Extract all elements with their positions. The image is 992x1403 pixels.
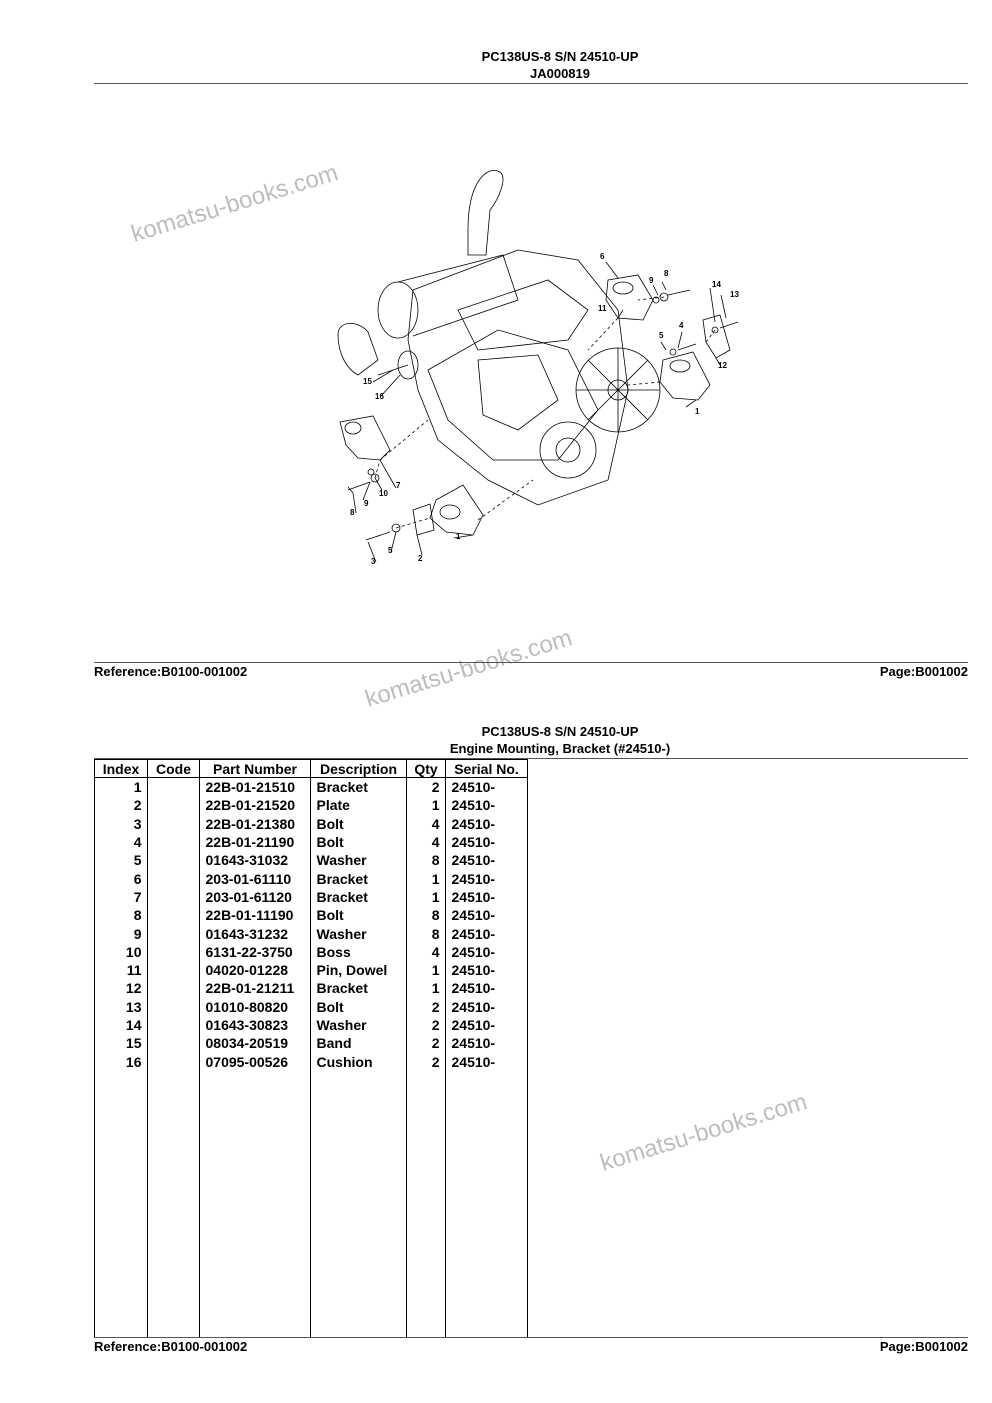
- page-header-model: PC138US-8 S/N 24510-UP: [481, 49, 639, 64]
- cell-qty: 2: [431, 1035, 440, 1052]
- cell-part-number: 04020-01228: [205, 962, 289, 979]
- cell-qty: 4: [431, 815, 440, 832]
- callout-16: 16: [375, 392, 384, 401]
- cell-code: [148, 833, 200, 851]
- cell-qty: 1: [431, 888, 440, 905]
- table-row: [95, 1052, 528, 1070]
- cell-description: Cushion: [316, 1053, 373, 1070]
- cell-code: [148, 851, 200, 869]
- cell-qty: 1: [431, 870, 440, 887]
- cell-description: Washer: [316, 852, 367, 869]
- table-row: [95, 815, 528, 833]
- table-row: [95, 998, 528, 1016]
- cell-qty: 2: [431, 1017, 440, 1033]
- table-row: [95, 1016, 528, 1034]
- cell-part-number: 22B-01-11190: [205, 907, 294, 924]
- table-row: [95, 869, 528, 887]
- diagram-bottom-rule: [94, 662, 968, 663]
- parts-list-title: Engine Mounting, Bracket (#24510-): [449, 741, 671, 756]
- table-bottom-rule: [94, 1337, 968, 1338]
- cell-serial: 24510-: [451, 870, 496, 887]
- cell-part-number: 01010-80820: [205, 998, 289, 1015]
- col-index: Index: [95, 760, 148, 778]
- cell-code: [148, 869, 200, 887]
- callout-labels: [350, 252, 739, 566]
- cell-index: 7: [133, 888, 142, 905]
- cell-serial: 24510-: [451, 1053, 496, 1070]
- table-row: [95, 1034, 528, 1052]
- callout-13: 13: [730, 290, 739, 299]
- cell-serial: 24510-: [451, 998, 496, 1015]
- callout-2: 2: [418, 554, 423, 563]
- cell-description: Bracket: [316, 980, 368, 997]
- cell-serial: 24510-: [451, 907, 496, 924]
- table-header-row: [95, 760, 528, 778]
- cell-qty: 1: [431, 962, 440, 979]
- cell-index: 2: [133, 797, 142, 814]
- cell-qty: 1: [431, 797, 440, 814]
- watermark: komatsu-books.com: [597, 1088, 811, 1177]
- cell-serial: 24510-: [451, 797, 496, 814]
- engine-mounting-diagram: [318, 160, 758, 580]
- col-serial: Serial No.: [446, 760, 528, 778]
- cell-index: 11: [126, 962, 142, 979]
- callout-4: 4: [679, 321, 684, 330]
- cell-qty: 1: [431, 980, 440, 997]
- cell-index: 4: [133, 834, 142, 851]
- cell-index: 3: [133, 815, 142, 832]
- cell-serial: 24510-: [451, 888, 496, 905]
- cell-description: Bracket: [316, 888, 368, 905]
- cell-qty: 4: [431, 834, 440, 851]
- cell-description: Boss: [316, 943, 351, 960]
- cell-code: [148, 815, 200, 833]
- cell-part-number: 22B-01-21190: [205, 834, 295, 851]
- cell-qty: 8: [431, 907, 440, 924]
- cell-code: [148, 961, 200, 979]
- table-row: [95, 833, 528, 851]
- cell-index: 9: [133, 925, 142, 942]
- cell-index: 5: [133, 852, 142, 869]
- cell-description: Washer: [316, 925, 367, 942]
- table-row: [95, 943, 528, 961]
- watermark: komatsu-books.com: [128, 159, 342, 248]
- cell-index: 16: [125, 1053, 142, 1070]
- cell-description: Band: [316, 1035, 352, 1052]
- cell-code: [148, 906, 200, 924]
- page-header-code: JA000819: [530, 66, 590, 81]
- cell-serial: 24510-: [451, 1035, 496, 1052]
- reference-top: Reference:B0100-001002: [94, 664, 248, 679]
- callout-9: 9: [649, 276, 654, 285]
- cell-part-number: 01643-31232: [205, 925, 289, 942]
- cell-description: Washer: [316, 1017, 367, 1033]
- cell-index: 13: [125, 998, 142, 1015]
- cell-serial: 24510-: [451, 779, 496, 796]
- cell-qty: 8: [431, 852, 440, 869]
- callout-8b: 8: [350, 508, 355, 517]
- cell-code: [148, 1016, 200, 1034]
- cell-code: [148, 943, 200, 961]
- col-part-number: Part Number: [200, 760, 311, 778]
- callout-3: 3: [371, 557, 376, 566]
- callout-7: 7: [396, 481, 401, 490]
- table-row: [95, 906, 528, 924]
- cell-description: Bracket: [316, 779, 368, 796]
- callout-6: 6: [600, 252, 605, 261]
- cell-code: [148, 924, 200, 942]
- cell-part-number: 22B-01-21211: [205, 980, 295, 997]
- parts-list-model: PC138US-8 S/N 24510-UP: [481, 724, 639, 739]
- callout-14: 14: [712, 280, 721, 289]
- callout-8: 8: [664, 269, 669, 278]
- table-row: [95, 778, 528, 797]
- watermark: komatsu-books.com: [362, 624, 576, 713]
- cell-part-number: 22B-01-21510: [205, 779, 296, 796]
- cell-code: [148, 778, 200, 797]
- callout-15: 15: [363, 377, 372, 386]
- cell-part-number: 203-01-61120: [205, 888, 292, 905]
- cell-code: [148, 888, 200, 906]
- cell-qty: 8: [431, 925, 440, 942]
- cell-part-number: 01643-31032: [205, 852, 289, 869]
- cell-part-number: 01643-30823: [205, 1017, 289, 1033]
- table-row: [95, 851, 528, 869]
- cell-index: 12: [125, 980, 142, 997]
- cell-serial: 24510-: [451, 925, 496, 942]
- cell-index: 1: [133, 779, 142, 796]
- reference-bottom: Reference:B0100-001002: [94, 1339, 248, 1354]
- callout-11: 11: [598, 304, 607, 313]
- table-row: [95, 924, 528, 942]
- cell-part-number: 203-01-61110: [205, 870, 292, 887]
- callout-10: 10: [379, 489, 388, 498]
- cell-qty: 4: [431, 943, 440, 960]
- cell-description: Bolt: [316, 998, 344, 1015]
- callout-5: 5: [659, 331, 664, 340]
- header-rule: [94, 83, 968, 84]
- cell-part-number: 6131-22-3750: [205, 943, 293, 960]
- cell-part-number: 22B-01-21520: [205, 797, 296, 814]
- cell-part-number: 22B-01-21380: [205, 815, 296, 832]
- parts-table: [94, 759, 528, 1071]
- callout-12: 12: [718, 361, 727, 370]
- cell-description: Pin, Dowel: [316, 962, 388, 979]
- cell-index: 14: [125, 1017, 142, 1033]
- cell-qty: 2: [431, 998, 440, 1015]
- cell-serial: 24510-: [451, 852, 496, 869]
- cell-code: [148, 1034, 200, 1052]
- cell-description: Bracket: [316, 870, 368, 887]
- cell-description: Plate: [316, 797, 350, 814]
- cell-serial: 24510-: [451, 962, 496, 979]
- cell-serial: 24510-: [451, 943, 496, 960]
- cell-part-number: 07095-00526: [205, 1053, 289, 1070]
- cell-code: [148, 979, 200, 997]
- callout-1: 1: [695, 407, 700, 416]
- callout-1b: 1: [456, 532, 461, 541]
- cell-qty: 2: [431, 1053, 440, 1070]
- cell-description: Bolt: [316, 907, 344, 924]
- cell-code: [148, 998, 200, 1016]
- col-code: Code: [148, 760, 200, 778]
- cell-description: Bolt: [316, 834, 344, 851]
- cell-index: 8: [133, 907, 142, 924]
- cell-part-number: 08034-20519: [205, 1035, 289, 1052]
- cell-code: [148, 796, 200, 814]
- cell-qty: 2: [431, 779, 440, 796]
- cell-code: [148, 1052, 200, 1070]
- cell-index: 6: [133, 870, 142, 887]
- col-description: Description: [311, 760, 407, 778]
- cell-index: 15: [125, 1035, 142, 1052]
- callout-5b: 5: [388, 546, 393, 555]
- cell-serial: 24510-: [451, 834, 496, 851]
- cell-index: 10: [125, 943, 142, 960]
- cell-description: Bolt: [316, 815, 344, 832]
- table-row: [95, 979, 528, 997]
- table-row: [95, 796, 528, 814]
- table-row: [95, 888, 528, 906]
- cell-serial: 24510-: [451, 980, 496, 997]
- page-number-bottom: Page:B001002: [879, 1339, 968, 1354]
- cell-serial: 24510-: [451, 815, 496, 832]
- page-number-top: Page:B001002: [879, 664, 968, 679]
- col-qty: Qty: [407, 760, 446, 778]
- callout-9b: 9: [364, 499, 369, 508]
- table-row: [95, 961, 528, 979]
- cell-serial: 24510-: [451, 1017, 496, 1033]
